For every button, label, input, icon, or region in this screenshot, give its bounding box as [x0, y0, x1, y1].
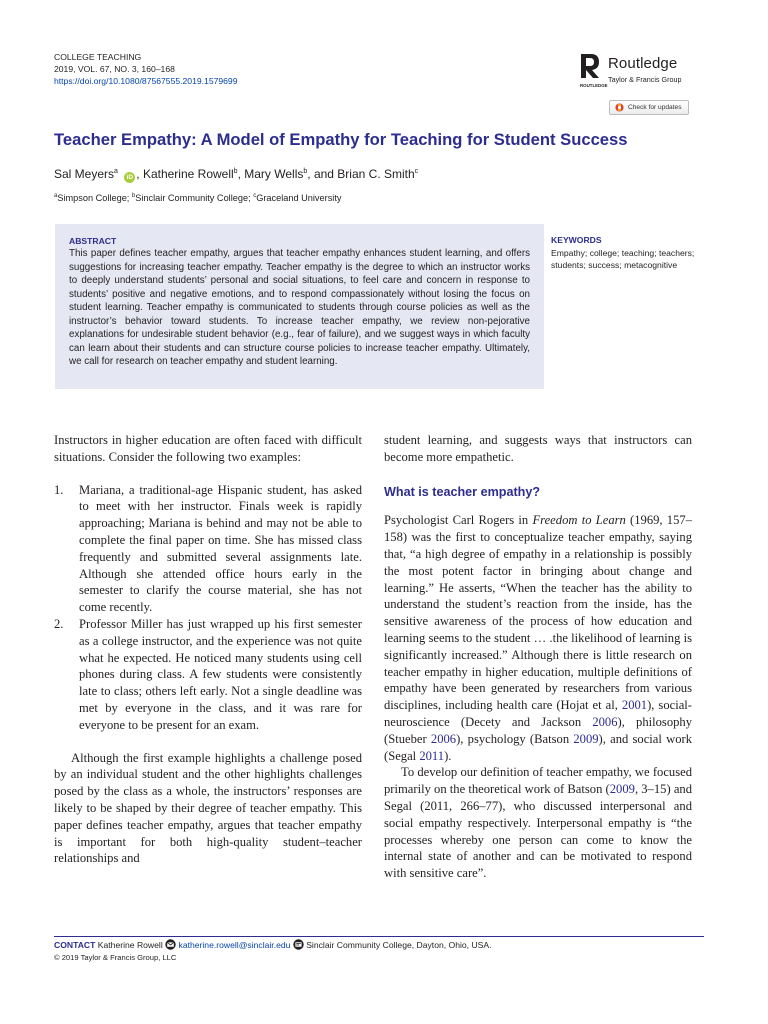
affil-name: Graceland University: [256, 193, 342, 204]
author-name: Sal Meyers: [54, 167, 115, 181]
text-run: Psychologist Carl Rogers in: [384, 513, 533, 528]
text-run: ), and social work (Segal: [384, 731, 692, 763]
citation-link[interactable]: 2006: [430, 731, 457, 746]
logo-mark-text: ROUTLEDGE: [580, 83, 608, 88]
list-item-text: Professor Miller has just wrapped up his first semester as a college instructor, and the experience was not quite what he expected. He noticed many students using cell phones during class. A few students were consistently late to class; others left early. Not a single deadline was met by everyone in the class, and it was rare for everyone to be present for an exam.: [79, 616, 362, 732]
check-updates-button[interactable]: [609, 100, 689, 115]
contact-email-link[interactable]: katherine.rowell@sinclair.edu: [178, 940, 291, 950]
affil-name: Simpson College;: [57, 193, 132, 204]
right-column: [384, 432, 692, 882]
address-icon: [293, 939, 304, 950]
affil-name: Sinclair Community College;: [135, 193, 254, 204]
copyright-notice: © 2019 Taylor & Francis Group, LLC: [54, 953, 177, 962]
intro-paragraph: Instructors in higher education are often faced with difficult situations. Consider the following two examples:: [54, 433, 362, 464]
body-paragraph: Although the first example highlights a challenge posed by an individual student and the other highlights challenges posed by the class as a whole, the instructors’ responses are likely to be shaped by their degree of teacher empathy. This paper defines teacher empathy, argues that teacher empathy is important for both high-quality student–teacher relationships and: [54, 750, 362, 866]
text-run: , 3–15) and Segal (2011, 266–77), who discussed interpersonal and social empathy respectively. Interpersonal empathy is “the processes whereby one person can come to know the internal state of another and can be motivated to respond with sensitive care”.: [384, 782, 692, 881]
footer-rule: [54, 936, 704, 937]
list-number: 2.: [54, 616, 64, 631]
author-affil-mark: a: [114, 168, 118, 175]
check-updates-label: Check for updates: [628, 104, 682, 111]
author-name: , and Brian C. Smith: [307, 167, 415, 181]
doi-link[interactable]: https://doi.org/10.1080/87567555.2019.1579699: [54, 76, 238, 86]
body-paragraph: student learning, and suggests ways that instructors can become more empathetic.: [384, 433, 692, 464]
keywords-heading: KEYWORDS: [551, 235, 602, 245]
citation-link[interactable]: 2006: [592, 714, 618, 729]
publisher-logo: [578, 53, 694, 89]
text-run: ), social-neuroscience (Decety and Jackson: [384, 698, 692, 729]
left-column: [54, 432, 362, 867]
list-item: [54, 616, 362, 734]
article-title: Teacher Empathy: A Model of Empathy for Teaching for Student Success: [54, 130, 628, 149]
abstract-text: This paper defines teacher empathy, argues that teacher empathy enhances student learning, and offers suggestions for increasing teacher empathy. Teacher empathy is the degree to which an instructor works to deeply understand students’ personal and social situations, to feel care and concern in response to students’ positive and negative emotions, and to respond compassionately without losing the focus on student learning. Teacher empathy is communicated to students through course policies as well as the instructor’s behavior toward students. To increase teacher empathy, we review non-pejorative explanations for undesirable student behavior (e.g., fear of failure), and we suggest ways in which faculty can learn about their students and can structure course policies to increase teacher empathy. Ultimately, we call for research on teacher empathy and student learning.: [69, 248, 530, 367]
text-run: To develop our definition of teacher empathy, we focused primarily on the theoretical work of Batson (: [384, 765, 692, 797]
text-run: ), philosophy (Stueber: [384, 714, 693, 746]
citation-link[interactable]: 2001: [621, 698, 648, 713]
affil-mark: c: [253, 193, 257, 199]
book-title: Freedom to Learn: [532, 513, 626, 528]
routledge-logo-icon: [578, 53, 608, 89]
author-name: , Mary Wells: [237, 167, 304, 181]
body-paragraph: [384, 512, 692, 764]
affil-mark: a: [54, 193, 58, 199]
affiliations: [54, 193, 341, 203]
contact-line: [54, 939, 492, 951]
list-number: 1.: [54, 482, 64, 497]
author-affil-mark: c: [414, 168, 419, 175]
text-run: ).: [444, 748, 452, 763]
email-icon: [165, 939, 176, 950]
citation-link[interactable]: 2009: [609, 782, 635, 797]
affil-mark: b: [131, 193, 136, 199]
journal-name: COLLEGE TEACHING: [54, 52, 142, 62]
keywords-text: Empathy; college; teaching; teachers; students; success; metacognitive: [551, 248, 695, 270]
body-paragraph: [384, 764, 692, 882]
text-run: (1969, 157–158) was the first to conceptualize teacher empathy, saying that, “a high degree of empathy in a relationship is possibly the most potent factor in bringing about change and learning.” He asserts, “When the teacher has the ability to understand the student’s reaction from the inside, has the sensitive awareness of the process of how education and learning seems to the student … .the likelihood of learning is significantly increased.” Although there is little research on teacher empathy in higher education, multiple definitions of empathy have been generated by researchers from various disciplines, including health care (Hojat et al,: [384, 513, 692, 713]
example-list: [54, 482, 362, 734]
crossmark-icon: [615, 103, 624, 112]
author-affil-mark: b: [303, 168, 308, 175]
contact-address: Sinclair Community College, Dayton, Ohio, USA.: [303, 940, 492, 950]
journal-issue: 2019, VOL. 67, NO. 3, 160–168: [54, 64, 175, 74]
contact-label: CONTACT: [54, 940, 96, 950]
orcid-icon[interactable]: iD: [124, 172, 135, 183]
list-item: [54, 482, 362, 616]
contact-name: Katherine Rowell: [95, 940, 166, 950]
list-item-text: Mariana, a traditional-age Hispanic student, has asked to meet with her instructor. Finals week is rapidly approaching; Mariana is behind and may not be able to complete the final paper on time. She has missed class frequently and submitted several assignments late. Although she attended office hours early in the semester to clarify the course material, she has not come recently.: [79, 482, 362, 615]
journal-header: [54, 51, 238, 87]
publisher-name: Routledge: [608, 55, 678, 72]
citation-link[interactable]: 2009: [573, 731, 599, 746]
text-run: ), psychology (Batson: [456, 731, 574, 746]
author-affil-mark: b: [233, 168, 238, 175]
author-list: [54, 167, 418, 183]
publisher-group: Taylor & Francis Group: [608, 75, 682, 84]
citation-link[interactable]: 2011: [419, 748, 445, 763]
section-heading: What is teacher empathy?: [384, 484, 541, 499]
abstract-heading: ABSTRACT: [69, 236, 117, 246]
author-name: , Katherine Rowell: [136, 167, 234, 181]
